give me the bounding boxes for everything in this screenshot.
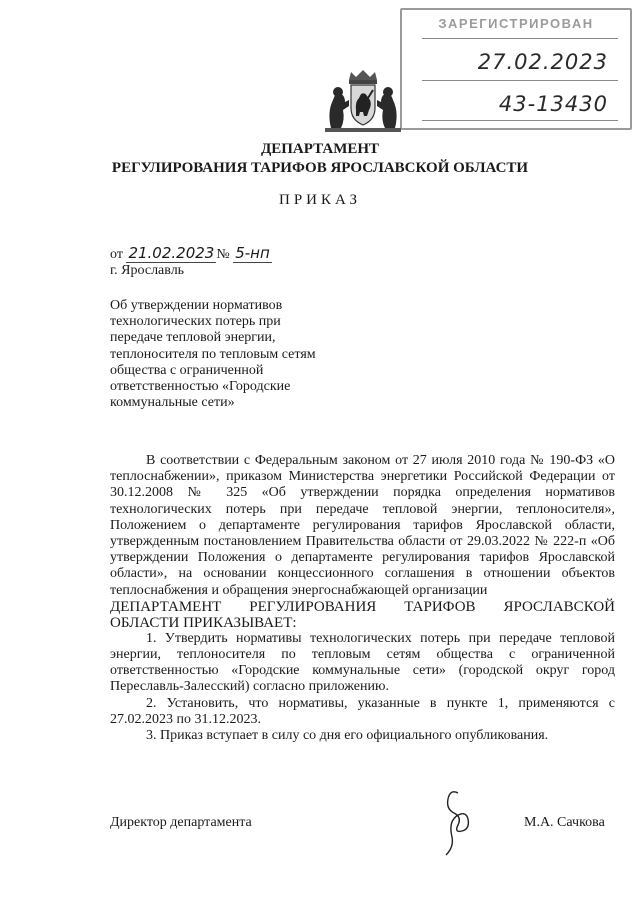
subject-line: Об утверждении нормативов bbox=[110, 298, 283, 313]
subject-line: коммунальные сети» bbox=[110, 395, 235, 411]
stamp-title: ЗАРЕГИСТРИРОВАН bbox=[438, 16, 594, 31]
signer-role: Директор департамента bbox=[110, 815, 252, 830]
subject-line: передаче тепловой энергии, bbox=[110, 330, 276, 346]
order-date: 21.02.2023 bbox=[128, 244, 215, 262]
order-number: 5-нп bbox=[235, 244, 270, 262]
order-item-3: 3. Приказ вступает в силу со дня его официального опубликования. bbox=[146, 728, 549, 744]
order-body bbox=[110, 453, 615, 744]
signer-name: М.А. Сачкова bbox=[524, 815, 605, 830]
stamp-date: 27.02.2023 bbox=[477, 50, 608, 74]
subject-line: ответственностью «Городские bbox=[110, 379, 291, 395]
subject-line: общества с ограниченной bbox=[110, 362, 264, 378]
order-item-1: 1. Утвердить нормативы технологических потерь при передаче тепловой энергии, теплоносителя по тепловым сетям общества с ограниченной ответственностью «Городские коммунальные сети» (городской округ город Переславль-Залесский) согласно приложению. bbox=[110, 630, 615, 695]
stamp-number: 43-13430 bbox=[498, 92, 608, 116]
department-line-2: РЕГУЛИРОВАНИЯ ТАРИФОВ ЯРОСЛАВСКОЙ ОБЛАСТИ bbox=[111, 160, 529, 176]
order-from-label: от bbox=[110, 247, 123, 262]
order-city: г. Ярославль bbox=[110, 263, 185, 278]
order-item-2: 2. Установить, что нормативы, указанные в пункте 1, применяются с 27.02.2023 по 31.12.2023. bbox=[110, 695, 615, 727]
order-subject bbox=[110, 298, 350, 411]
department-header bbox=[0, 140, 640, 178]
subject-line: теплоносителя по тепловым сетям bbox=[110, 346, 316, 362]
order-date-line bbox=[110, 244, 272, 263]
document-type-title: ПРИКАЗ bbox=[279, 192, 361, 208]
registration-stamp bbox=[400, 8, 632, 130]
order-number-sign: № bbox=[216, 247, 230, 262]
preamble-paragraph: В соответствии с Федеральным законом от 27 июля 2010 года № 190-ФЗ «О теплоснабжении», приказом Министерства энергетики Российской Федерации от 30.12.2008 № 325 «Об утверждении порядка определения нормативов технологических потерь при передаче тепловой энергии, теплоносителя», Положением о департаменте регулирования тарифов Ярославской области, утвержденным постановлением Правительства области от 29.03.2022 № 222-п «Об утверждении Положения о департаменте регулирования тарифов Ярославской области», на основании концессионного соглашения в отношении объектов теплоснабжения и обращения энергоснабжающей организации bbox=[110, 453, 615, 598]
department-line-1: ДЕПАРТАМЕНТ bbox=[260, 141, 380, 157]
handwritten-signature-icon bbox=[428, 785, 488, 860]
coat-of-arms-icon bbox=[321, 70, 405, 134]
orders-heading: ДЕПАРТАМЕНТ РЕГУЛИРОВАНИЯ ТАРИФОВ ЯРОСЛАВСКОЙ ОБЛАСТИ ПРИКАЗЫВАЕТ: bbox=[110, 598, 615, 631]
subject-line: технологических потерь при bbox=[110, 314, 281, 330]
